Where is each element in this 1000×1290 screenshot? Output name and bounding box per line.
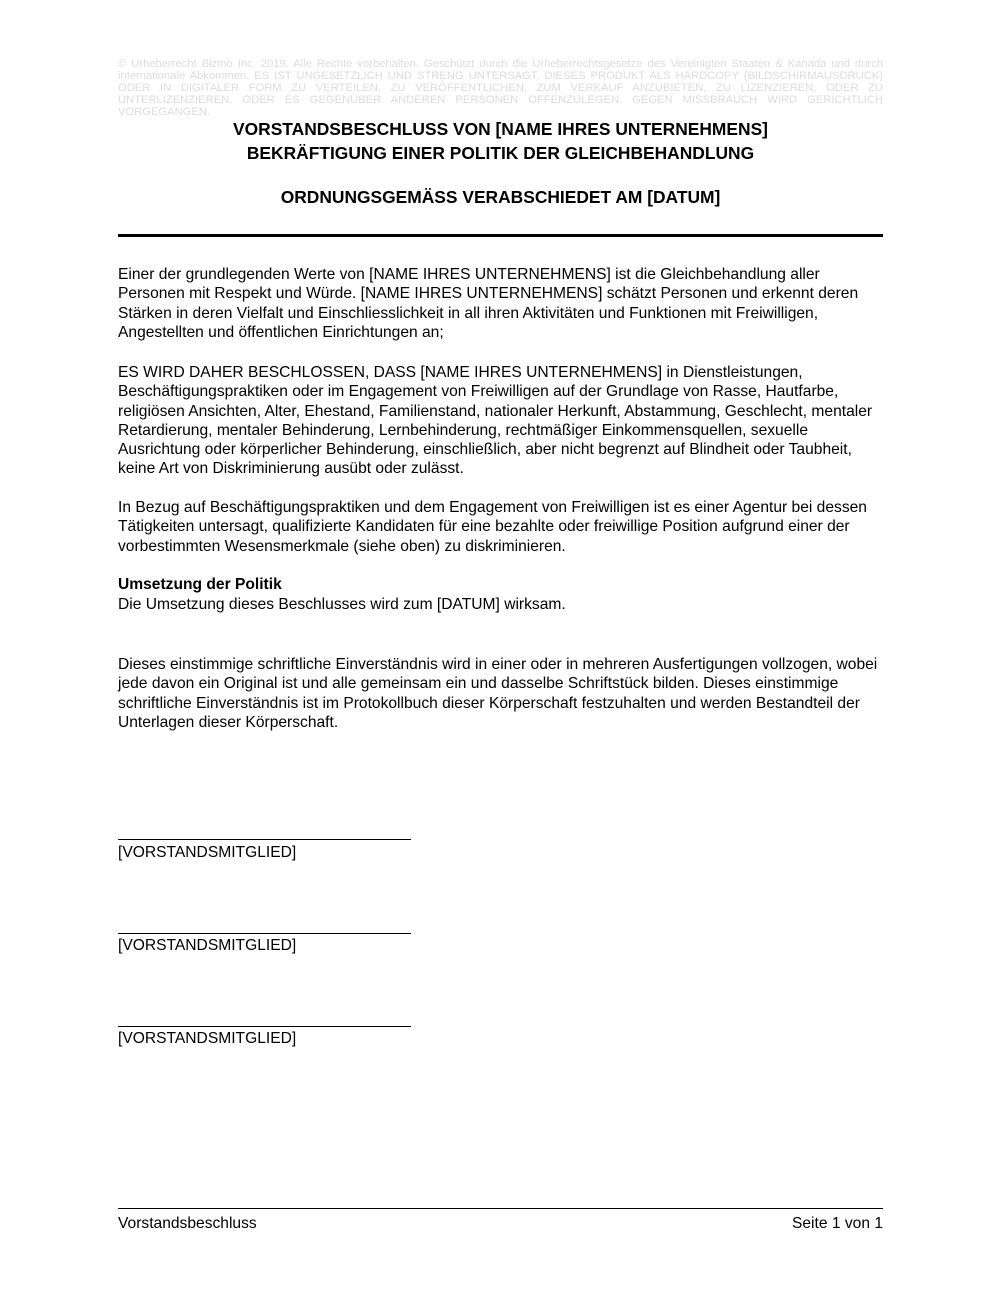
signature-line bbox=[118, 839, 411, 840]
title-divider bbox=[118, 234, 883, 237]
footer-document-title: Vorstandsbeschluss bbox=[118, 1215, 257, 1232]
signature-line bbox=[118, 933, 411, 934]
paragraph-consent: Dieses einstimmige schriftliche Einverständnis wird in einer oder in mehreren Ausfertigungen vollzogen, wobei jede davon ein Original ist und alle gemeinsam ein und dasselbe Schriftstück bilden. Dieses einstimmige schriftliche Einverständnis ist im Protokollbuch dieser Körperschaft festzuhalten und werden Bestandteil der Unterlagen dieser Körperschaft. bbox=[118, 656, 878, 731]
paragraph-resolution: ES WIRD DAHER BESCHLOSSEN, DASS [NAME IHRES UNTERNEHMENS] in Dienstleistungen, Beschäftigungspraktiken oder im Engagement von Freiwilligen auf der Grundlage von Rasse, Hautfarbe, religiösen Ansichten, Alter, Ehestand, Familienstand, nationaler Herkunft, Abstammung, Geschlecht, mentaler Retardierung, mentaler Behinderung, Lernbehinderung, rechtmäßiger Einkommensquellen, sexuelle Ausrichtung oder körperlicher Behinderung, einschließlich, aber nicht begrenzt auf Blindheit oder Taubheit, keine Art von Diskriminierung ausübt oder zulässt. bbox=[118, 364, 873, 478]
paragraph-values: Einer der grundlegenden Werte von [NAME IHRES UNTERNEHMENS] ist die Gleichbehandlung aller Personen mit Respekt und Würde. [NAME IHRES UNTERNEHMENS] schätzt Personen und erkennt deren Stärken in deren Vielfalt und Einschliesslichkeit in all ihren Aktivitäten und Funktionen mit Freiwilligen, Angestellten und öffentlichen Einrichtungen an; bbox=[118, 266, 859, 341]
signature-line bbox=[118, 1026, 411, 1027]
paragraph-implementation: Die Umsetzung dieses Beschlusses wird zum [DATUM] wirksam. bbox=[118, 596, 566, 613]
paragraph-employment: In Bezug auf Beschäftigungspraktiken und dem Engagement von Freiwilligen ist es einer Agentur bei dessen Tätigkeiten untersagt, qualifizierte Kandidaten für eine bezahlte oder freiwillige Position aufgrund einer der vorbestimmten Wesensmerkmale (siehe oben) zu diskriminieren. bbox=[118, 499, 867, 555]
signature-label: [VORSTANDSMITGLIED] bbox=[118, 844, 297, 861]
title-line-1: VORSTANDSBESCHLUSS VON [NAME IHRES UNTERNEHMENS] bbox=[233, 119, 768, 139]
signature-label: [VORSTANDSMITGLIED] bbox=[118, 937, 297, 954]
adoption-date-heading: ORDNUNGSGEMÄSS VERABSCHIEDET AM [DATUM] bbox=[280, 187, 721, 207]
copyright-watermark: © Urheberrecht Bizmo Inc. 2019. Alle Rechte vorbehalten. Geschützt durch die Urheberrechtsgesetze des Vereinigten Staaten & Kanada und durch internationale Abkommen. ES IST UNGESETZLICH UND STRENG UNTERSAGT, DIESES PRODUKT ALS HARDCOPY (BILDSCHIRMAUSDRUCK) ODER IN DIGITALER FORM ZU VERTEILEN, ZU VERÖFFENTLICHEN, ZUM VERKAUF ANZUBIETEN, ZU LIZENZIEREN, ODER ZU UNTERLIZENZIEREN, ODER ES GEGENÜBER ANDEREN PERSONEN OFFENZULEGEN. GEGEN MISSBRAUCH WIRD GERICHTLICH VORGEGANGEN. bbox=[118, 58, 883, 118]
footer-page-number: Seite 1 von 1 bbox=[791, 1215, 883, 1232]
signature-label: [VORSTANDSMITGLIED] bbox=[118, 1030, 297, 1047]
implementation-heading: Umsetzung der Politik bbox=[118, 576, 282, 593]
title-line-2: BEKRÄFTIGUNG EINER POLITIK DER GLEICHBEHANDLUNG bbox=[246, 143, 755, 163]
footer-divider bbox=[118, 1208, 883, 1209]
